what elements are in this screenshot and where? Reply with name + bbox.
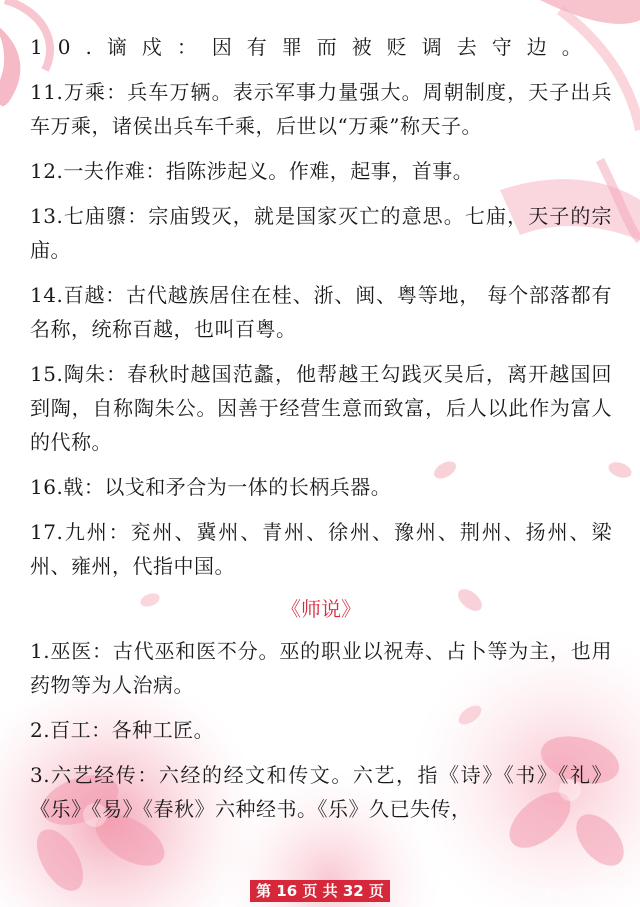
page-number-label: 第 16 页 共 32 页 [250, 880, 390, 902]
entry-definition: 宗庙毁灭，就是国家灭亡的意思。七庙，天子的宗庙。 [30, 204, 613, 262]
entry-number: 1. [30, 639, 51, 663]
entry-term: 一夫作难 [63, 159, 146, 183]
entry-term: 万乘 [63, 80, 107, 104]
entry-definition: 各种工匠。 [111, 718, 215, 742]
entry-term: 九州 [63, 520, 109, 544]
entry-definition: 兵车万辆。表示军事力量强大。周朝制度，天子出兵车万乘，诸侯出兵车千乘，后世以“万乘”称天子。 [30, 80, 613, 138]
entry-shishuo-1: 1.巫医：古代巫和医不分。巫的职业以祝寿、占卜等为主，也用药物等为人治病。 [30, 639, 613, 697]
section-title: 《师说》 [281, 597, 361, 621]
entry-16: 16.戟：以戈和矛合为一体的长柄兵器。 [30, 475, 392, 499]
entry-term: 六艺经传 [50, 763, 138, 787]
entry-definition: 指陈涉起义。作难，起事，首事。 [165, 159, 474, 183]
entry-term: 百越 [63, 283, 106, 307]
entry-number: 11. [30, 80, 64, 104]
watermark: 百家号/学霸说秘籍 [529, 886, 630, 900]
entry-15: 15.陶朱：春秋时越国范蠡，他帮越王勾践灭吴后，离开越国回到陶，自称陶朱公。因善于经营生意而致富，后人以此作为富人的代称。 [30, 362, 613, 454]
ribbon-top-left [0, 20, 20, 106]
entry-term: 百工 [50, 718, 92, 742]
entry-number: 3. [30, 763, 51, 787]
entry-number: 14. [30, 283, 64, 307]
entry-term: 七庙隳 [63, 204, 128, 228]
entry-12: 12.一夫作难：指陈涉起义。作难，起事，首事。 [30, 159, 474, 183]
entry-definition: 古代越族居住在桂、浙、闽、粤等地， 每个部落都有名称，统称百越，也叫百粤。 [30, 283, 613, 341]
document-body [30, 30, 612, 837]
entry-number: 2. [30, 718, 51, 742]
entry-term: 陶朱 [63, 362, 107, 386]
entry-number: 10. [30, 35, 107, 59]
entry-definition: 兖州、冀州、青州、徐州、豫州、荆州、扬州、梁州、雍州，代指中国。 [30, 520, 613, 578]
entry-number: 17. [30, 520, 64, 544]
entry-number: 15. [30, 362, 64, 386]
entry-definition: 春秋时越国范蠡，他帮越王勾践灭吴后，离开越国回到陶，自称陶朱公。因善于经营生意而致富，后人以此作为富人的代称。 [30, 362, 613, 454]
entry-shishuo-2: 2.百工：各种工匠。 [30, 718, 215, 742]
entry-number: 12. [30, 159, 64, 183]
entry-14: 14.百越：古代越族居住在桂、浙、闽、粤等地， 每个部落都有名称，统称百越，也叫百粤。 [30, 283, 613, 341]
entry-term: 巫医 [50, 639, 93, 663]
entry-number: 13. [30, 204, 64, 228]
entry-shishuo-3: 3.六艺经传：六经的经文和传文。六艺，指《诗》《书》《礼》《乐》《易》《春秋》六种经书。《乐》久已失传， [30, 763, 613, 821]
ribbon-top-right [540, 0, 640, 24]
entry-definition: 六经的经文和传文。六艺，指《诗》《书》《礼》《乐》《易》《春秋》六种经书。《乐》久已失传， [30, 763, 613, 821]
entry-11: 11.万乘：兵车万辆。表示军事力量强大。周朝制度，天子出兵车万乘，诸侯出兵车千乘，后世以“万乘”称天子。 [30, 80, 613, 138]
entry-term: 谪戍 [106, 35, 177, 59]
entry-17: 17.九州：兖州、冀州、青州、徐州、豫州、荆州、扬州、梁州、雍州，代指中国。 [30, 520, 613, 578]
entry-10: 10.谪戍：因有罪而被贬调去守边。 [30, 35, 597, 59]
entry-term: 戟 [63, 475, 84, 499]
entry-definition: 古代巫和医不分。巫的职业以祝寿、占卜等为主，也用药物等为人治病。 [30, 639, 613, 697]
entry-number: 16. [30, 475, 64, 499]
entry-definition: 因有罪而被贬调去守边。 [211, 35, 597, 59]
entry-13: 13.七庙隳：宗庙毁灭，就是国家灭亡的意思。七庙，天子的宗庙。 [30, 204, 613, 262]
entry-definition: 以戈和矛合为一体的长柄兵器。 [104, 475, 392, 499]
